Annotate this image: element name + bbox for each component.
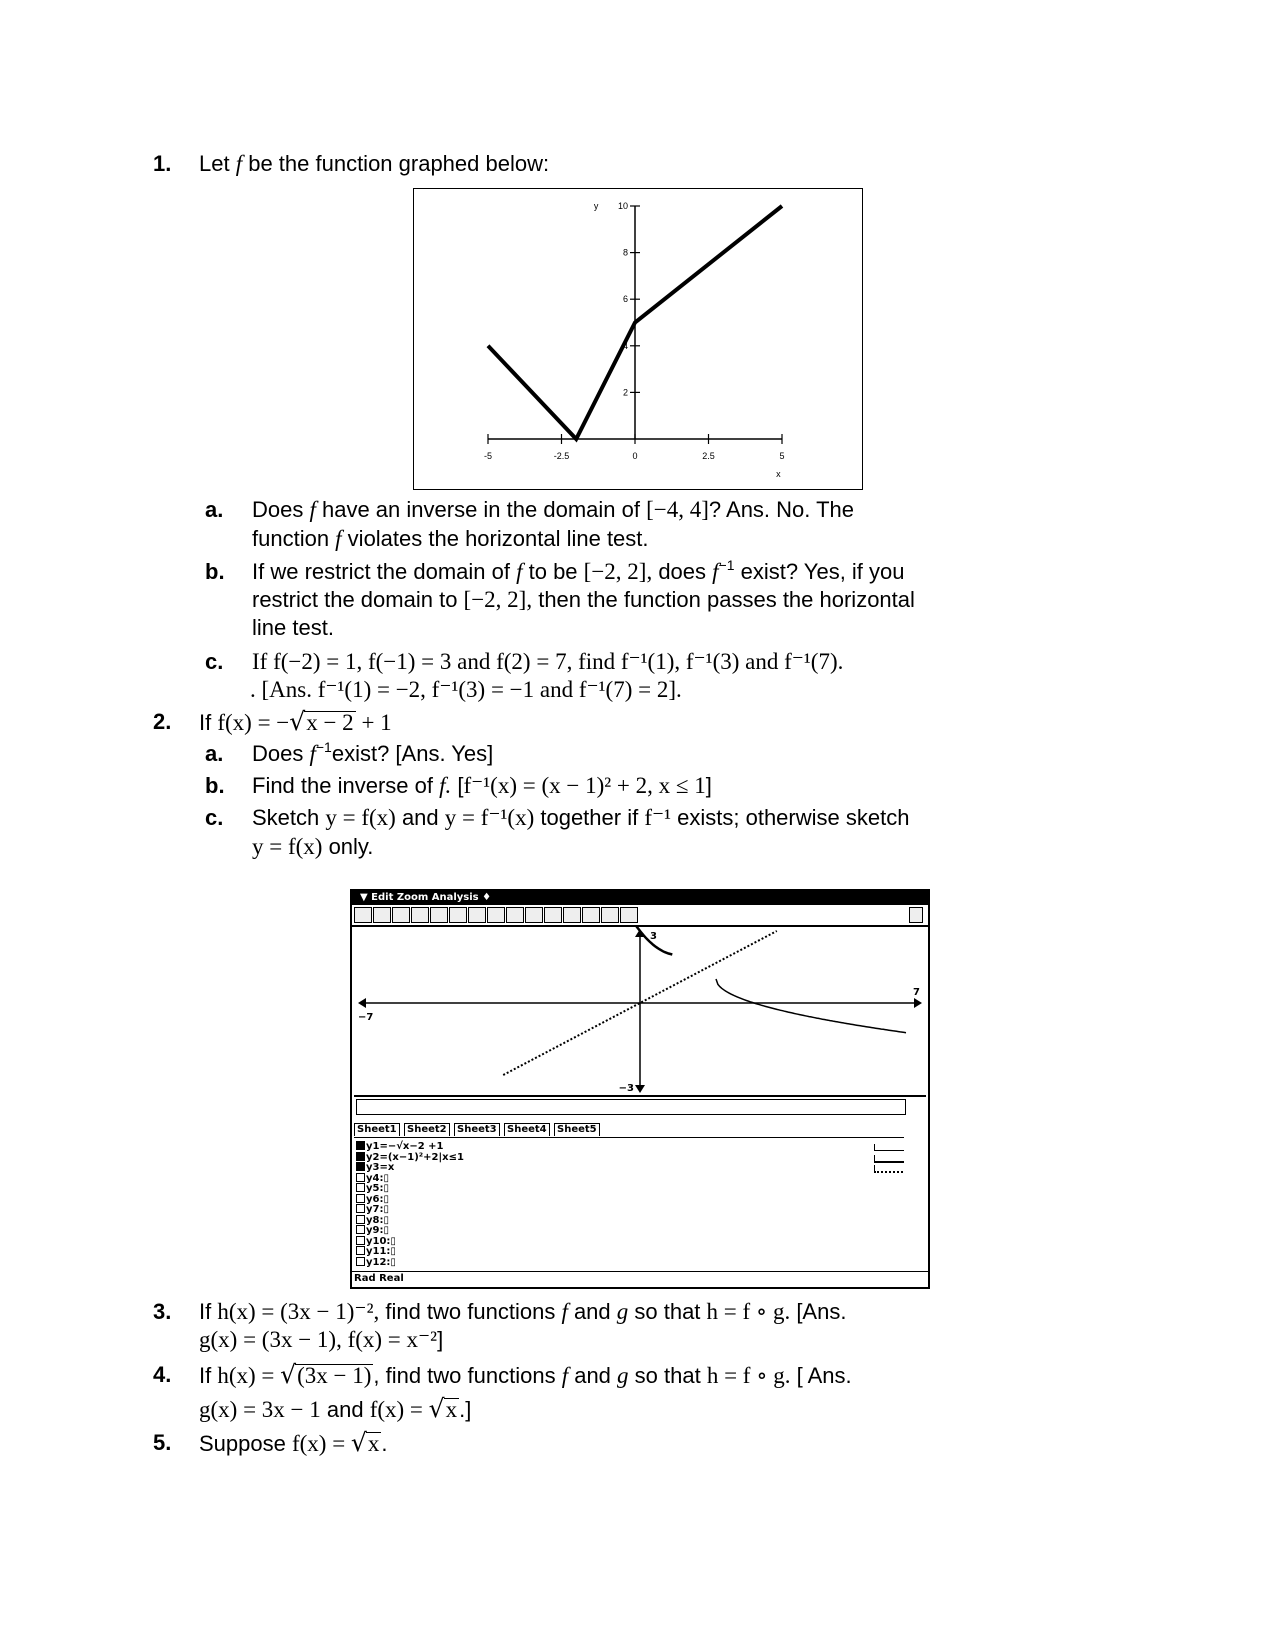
calc-xmax-label: 7 — [913, 987, 920, 998]
function-checkbox[interactable] — [356, 1173, 365, 1182]
question-1b-line-1: If we restrict the domain of f to be [−2, 2], does $f^{-1}$ exist? Yes, if you — [252, 557, 905, 584]
function-row[interactable] — [356, 1215, 389, 1226]
calc-xmin-label: −7 — [358, 1012, 374, 1023]
toolbar-icon-button[interactable] — [430, 907, 448, 923]
curve-y1 — [716, 979, 906, 1033]
tab-sheet-3[interactable]: Sheet3 — [454, 1123, 500, 1136]
question-1c-label: c. — [205, 649, 224, 674]
x-tick-label: -5 — [483, 451, 493, 461]
calculator-entry-bar[interactable] — [356, 1099, 906, 1115]
question-2-stem: If f(x) = −√x − 2 + 1 — [199, 707, 392, 736]
question-5-number: 5. — [153, 1430, 172, 1455]
question-4-number: 4. — [153, 1362, 172, 1387]
toolbar-icon-button[interactable] — [468, 907, 486, 923]
calc-ymax-label: 3 — [650, 931, 657, 942]
question-1b-line-3: line test. — [252, 615, 334, 640]
toolbar-icon-button[interactable] — [449, 907, 467, 923]
function-row[interactable] — [356, 1141, 444, 1152]
x-tick-label: -2.5 — [553, 451, 570, 461]
question-1c-line-1: If f(−2) = 1, f(−1) = 3 and f(2) = 7, find f⁻¹(1), f⁻¹(3) and f⁻¹(7). — [252, 649, 844, 674]
y-tick-label: 2 — [622, 387, 628, 398]
y-tick-label: 4 — [622, 340, 628, 351]
calc-arrow-left-icon — [358, 998, 366, 1008]
function-row[interactable] — [356, 1246, 396, 1257]
calculator-toolbar — [352, 905, 928, 927]
toolbar-icon-button[interactable] — [620, 907, 638, 923]
x-axis-label: x — [776, 469, 781, 479]
question-2b-text: Find the inverse of f. [f⁻¹(x) = (x − 1)² + 2, x ≤ 1] — [252, 773, 712, 798]
function-checkbox[interactable] — [356, 1236, 365, 1245]
tab-sheet-1[interactable]: Sheet1 — [354, 1123, 400, 1136]
tab-sheet-4[interactable]: Sheet4 — [504, 1123, 550, 1136]
function-label: y9:▯ — [366, 1225, 389, 1236]
function-label: y3=x — [366, 1162, 395, 1173]
function-checkbox[interactable] — [356, 1225, 365, 1234]
function-label: y5:▯ — [366, 1183, 389, 1194]
question-3-line-1: If h(x) = (3x − 1)⁻², find two functions f and g so that h = f ∘ g. [Ans. — [199, 1299, 847, 1324]
function-label: y6:▯ — [366, 1193, 389, 1205]
function-label: y2=(x−1)²+2|x≤1 — [366, 1151, 464, 1163]
calculator-graph-area — [354, 927, 926, 1097]
question-2c-line-2: y = f(x) only. — [252, 834, 374, 859]
question-2c-line-1: Sketch y = f(x) and y = f⁻¹(x) together if f⁻¹ exists; otherwise sketch — [252, 805, 910, 830]
calc-arrow-down-icon — [635, 1085, 645, 1093]
calculator-function-list — [354, 1137, 904, 1272]
question-1b-line-2: restrict the domain to [−2, 2], then the function passes the horizontal — [252, 587, 915, 612]
function-checkbox[interactable] — [356, 1257, 365, 1266]
y-tick-label: 8 — [622, 247, 628, 258]
x-tick-label: 5 — [779, 451, 785, 461]
question-2a-label: a. — [205, 741, 224, 766]
sqrt-symbol: √ — [428, 1394, 445, 1423]
function-row[interactable] — [356, 1204, 389, 1215]
function-row[interactable] — [356, 1152, 464, 1163]
toolbar-icon-button[interactable] — [525, 907, 543, 923]
toolbar-icon-button[interactable] — [411, 907, 429, 923]
function-checkbox[interactable] — [356, 1141, 365, 1150]
function-row[interactable] — [356, 1257, 396, 1268]
calculator-graph-svg — [354, 927, 926, 1095]
sqrt-symbol: √ — [289, 707, 306, 736]
line-style-indicator[interactable] — [874, 1165, 904, 1173]
question-1c-line-2: . [Ans. f⁻¹(1) = −2, f⁻¹(3) = −1 and f⁻¹(7) = 2]. — [250, 677, 682, 702]
line-style-indicator[interactable] — [874, 1144, 904, 1151]
calculator-screenshot — [350, 889, 930, 1289]
calculator-status-bar: Rad Real — [352, 1271, 928, 1286]
toolbar-icon-button[interactable] — [506, 907, 524, 923]
function-row[interactable] — [356, 1173, 389, 1184]
question-3-line-2: g(x) = (3x − 1), f(x) = x⁻²] — [199, 1327, 444, 1352]
question-1b-label: b. — [205, 559, 225, 584]
question-2-number: 2. — [153, 709, 172, 734]
toolbar-icon-button[interactable] — [563, 907, 581, 923]
function-checkbox[interactable] — [356, 1204, 365, 1213]
function-label: y7:▯ — [366, 1204, 389, 1215]
tab-sheet-2[interactable]: Sheet2 — [404, 1123, 450, 1136]
question-5-text: Suppose f(x) = √x. — [199, 1428, 388, 1457]
toolbar-icon-button[interactable] — [487, 907, 505, 923]
sqrt-symbol: √ — [280, 1360, 297, 1389]
question-2c-label: c. — [205, 805, 224, 830]
toolbar-icon-button[interactable] — [582, 907, 600, 923]
function-label: y12:▯ — [366, 1256, 396, 1268]
function-label: y10:▯ — [366, 1235, 396, 1247]
function-label: y4:▯ — [366, 1172, 389, 1184]
question-4-line-1: If h(x) = √(3x − 1), find two functions f and g so that h = f ∘ g. [ Ans. — [199, 1360, 852, 1389]
close-icon[interactable] — [909, 907, 923, 923]
function-row[interactable] — [356, 1162, 394, 1173]
toolbar-icon-button[interactable] — [392, 907, 410, 923]
tab-sheet-5[interactable]: Sheet5 — [554, 1123, 600, 1136]
function-label: y11:▯ — [366, 1246, 396, 1257]
function-row[interactable] — [356, 1183, 389, 1194]
function-graph — [413, 188, 863, 490]
toolbar-icon-button[interactable] — [373, 907, 391, 923]
calculator-sheet-tabs — [352, 1121, 928, 1137]
y-tick-label: 6 — [622, 294, 628, 305]
question-1a-line-2: function f violates the horizontal line test. — [252, 526, 649, 551]
toolbar-icon-button[interactable] — [354, 907, 372, 923]
function-label: y1=−√x−2 +1 — [366, 1141, 444, 1152]
y-tick-label: 10 — [617, 201, 628, 211]
function-checkbox[interactable] — [356, 1246, 365, 1255]
function-checkbox[interactable] — [356, 1152, 365, 1161]
toolbar-icon-button[interactable] — [544, 907, 562, 923]
calc-arrow-right-icon — [914, 998, 922, 1008]
function-row[interactable] — [356, 1236, 396, 1247]
function-checkbox[interactable] — [356, 1215, 365, 1224]
question-3-number: 3. — [153, 1299, 172, 1324]
calculator-menubar[interactable]: ▼ Edit Zoom Analysis ♦ — [352, 891, 928, 905]
function-checkbox[interactable] — [356, 1162, 365, 1171]
question-4-line-2: g(x) = 3x − 1 and f(x) = √x.] — [199, 1394, 472, 1423]
function-label: y8:▯ — [366, 1214, 389, 1226]
question-1-stem: Let f be the function graphed below: — [199, 151, 550, 176]
question-1-number: 1. — [153, 151, 172, 176]
x-tick-label: 2.5 — [702, 451, 715, 461]
function-checkbox[interactable] — [356, 1183, 365, 1192]
y-axis-label: y — [593, 201, 599, 211]
question-2b-label: b. — [205, 773, 225, 798]
function-checkbox[interactable] — [356, 1194, 365, 1203]
function-row[interactable] — [356, 1225, 389, 1236]
question-2a-text: Does $f^{-1}exist$? [Ans. Yes] — [252, 739, 494, 766]
question-1a-label: a. — [205, 497, 224, 522]
function-graph-svg — [414, 189, 862, 489]
sqrt-symbol: √ — [350, 1428, 367, 1457]
question-1a-line-1: Does f have an inverse in the domain of [−4, 4]? Ans. No. The — [252, 497, 855, 522]
line-style-indicator[interactable] — [874, 1155, 904, 1163]
x-tick-label: 0 — [632, 451, 638, 461]
toolbar-icon-button[interactable] — [601, 907, 619, 923]
calc-ymin-label: −3 — [618, 1083, 634, 1094]
function-row[interactable] — [356, 1194, 389, 1205]
